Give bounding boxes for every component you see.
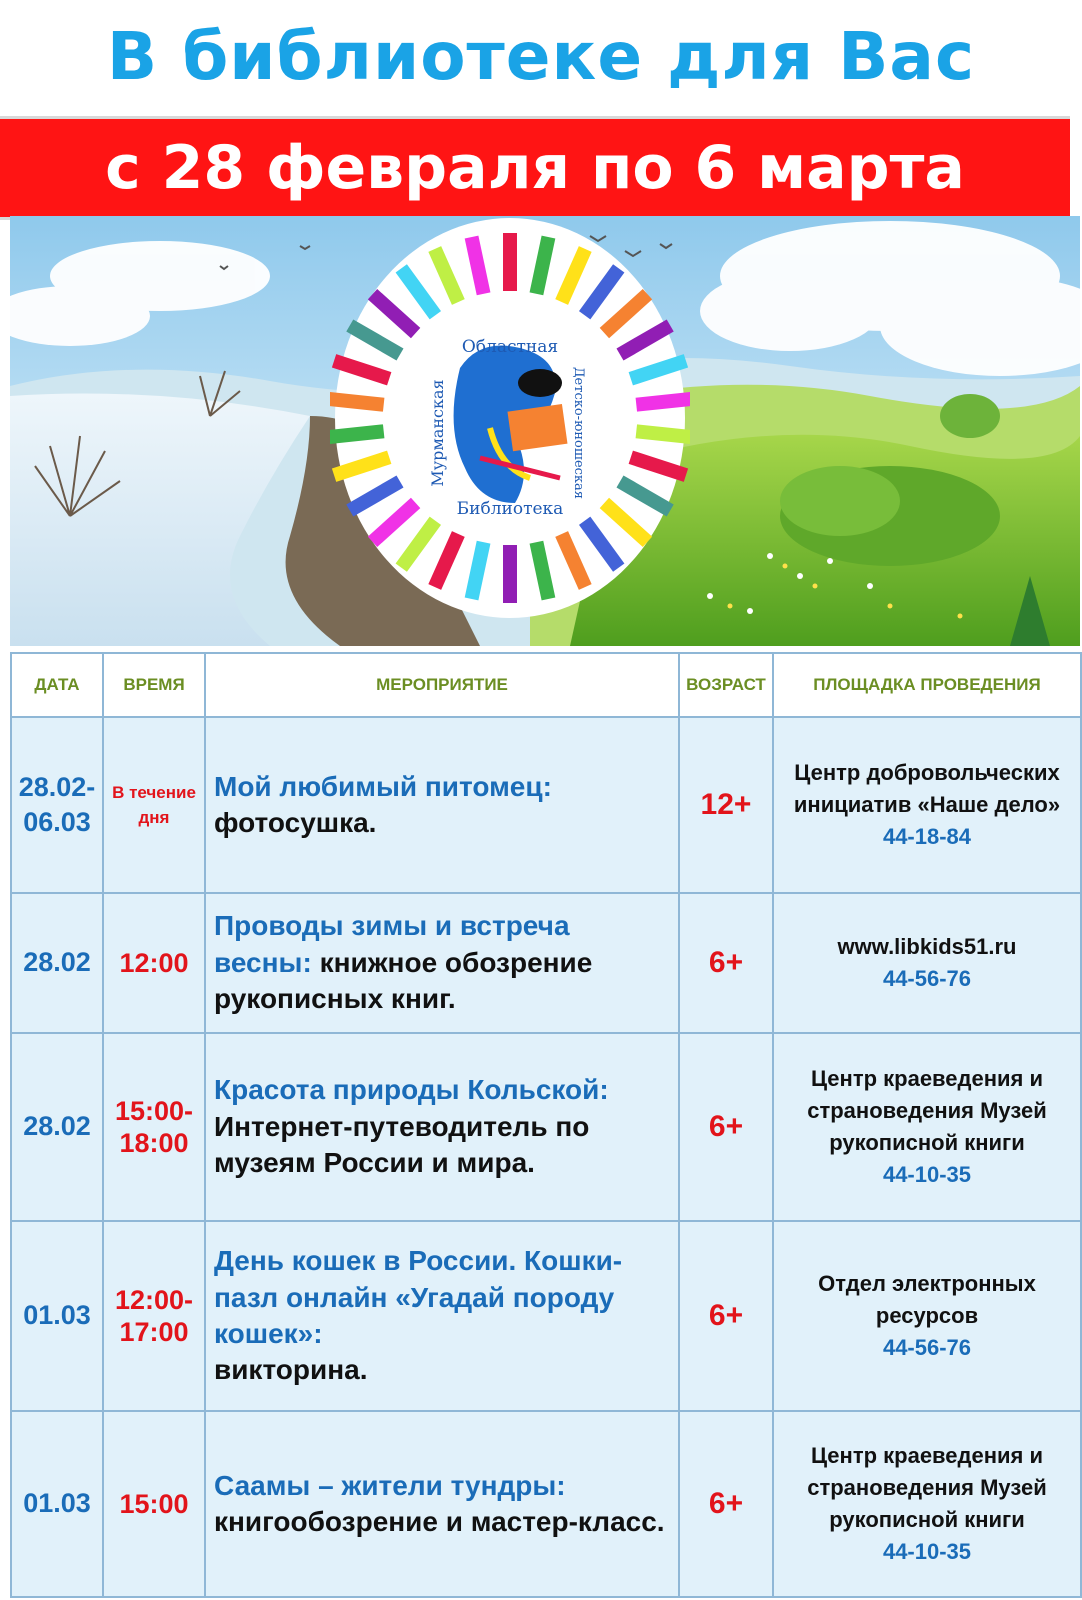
col-header-venue: ПЛОЩАДКА ПРОВЕДЕНИЯ [773, 653, 1081, 717]
event-cell [205, 1033, 679, 1221]
venue-phone: 44-18-84 [882, 823, 972, 849]
event-title: Мой любимый питомец: [214, 770, 552, 802]
table-header-row [11, 653, 1081, 717]
event-description: викторина. [214, 1354, 368, 1386]
event-time: 15:00 [103, 1411, 205, 1597]
event-title: Красота природы Кольской: [214, 1074, 609, 1106]
venue-name: Отдел электронных ресурсов [818, 1271, 1036, 1329]
venue-name: www.libkids51.ru [837, 934, 1017, 960]
poster-title: В библиотеке для Вас [106, 18, 976, 95]
event-time: 12:00 [103, 893, 205, 1033]
event-title: День кошек в России. Кошки-пазл онлайн «Угадай породу кошек»: [214, 1245, 623, 1349]
date-range: с 28 февраля по 6 марта [105, 133, 965, 203]
col-header-event: МЕРОПРИЯТИЕ [205, 653, 679, 717]
table-row [11, 1033, 1081, 1221]
event-description: книгообозрение и мастер-класс. [214, 1506, 665, 1537]
event-date: 28.02-06.03 [11, 717, 103, 893]
table-row [11, 1221, 1081, 1411]
table-row [11, 1411, 1081, 1597]
event-description: фотосушка. [214, 807, 377, 838]
venue-phone: 44-10-35 [882, 1161, 972, 1187]
age-rating: 6+ [679, 1221, 773, 1411]
venue-phone: 44-10-35 [882, 1538, 972, 1564]
logo-word-bottom: Библиотека [456, 499, 564, 519]
venue-cell [773, 1221, 1081, 1411]
venue-phone: 44-56-76 [882, 1334, 972, 1360]
age-rating: 6+ [679, 1033, 773, 1221]
event-title: Проводы зимы и встреча весны: [214, 910, 570, 978]
age-rating: 12+ [679, 717, 773, 893]
col-header-date: ДАТА [11, 653, 103, 717]
age-rating: 6+ [679, 893, 773, 1033]
event-date: 01.03 [11, 1411, 103, 1597]
event-date: 28.02 [11, 1033, 103, 1221]
event-description: книжное обозрение рукописных книг. [214, 946, 593, 1015]
event-date: 01.03 [11, 1221, 103, 1411]
event-time: 15:00-18:00 [103, 1033, 205, 1221]
event-title: Саамы – жители тундры: [214, 1469, 566, 1501]
library-logo [330, 218, 690, 628]
logo-word-top: Областная [461, 337, 559, 357]
event-cell [205, 893, 679, 1033]
table-row [11, 717, 1081, 893]
schedule-table [10, 652, 1082, 1598]
event-cell [205, 1221, 679, 1411]
table-row [11, 893, 1081, 1033]
logo-word-left: Мурманская [428, 379, 447, 487]
col-header-age: ВОЗРАСТ [679, 653, 773, 717]
venue-cell [773, 1411, 1081, 1597]
date-banner [0, 116, 1070, 220]
venue-name: Центр краеведения и страноведения Музей рукописной книги [807, 1443, 1047, 1532]
event-time: 12:00-17:00 [103, 1221, 205, 1411]
event-cell [205, 717, 679, 893]
venue-name: Центр краеведения и страноведения Музей рукописной книги [807, 1066, 1047, 1155]
venue-name: Центр добровольческих инициатив «Наше дело» [793, 760, 1061, 818]
venue-cell [773, 717, 1081, 893]
event-date: 28.02 [11, 893, 103, 1033]
venue-phone: 44-56-76 [882, 966, 972, 991]
event-time: В течение дня [103, 717, 205, 893]
logo-word-right: Детско-юношеская [571, 366, 586, 500]
age-rating: 6+ [679, 1411, 773, 1597]
event-description: Интернет-путеводитель по музеям России и мира. [214, 1110, 590, 1179]
col-header-time: ВРЕМЯ [103, 653, 205, 717]
venue-cell [773, 1033, 1081, 1221]
event-cell [205, 1411, 679, 1597]
venue-cell [773, 893, 1081, 1033]
